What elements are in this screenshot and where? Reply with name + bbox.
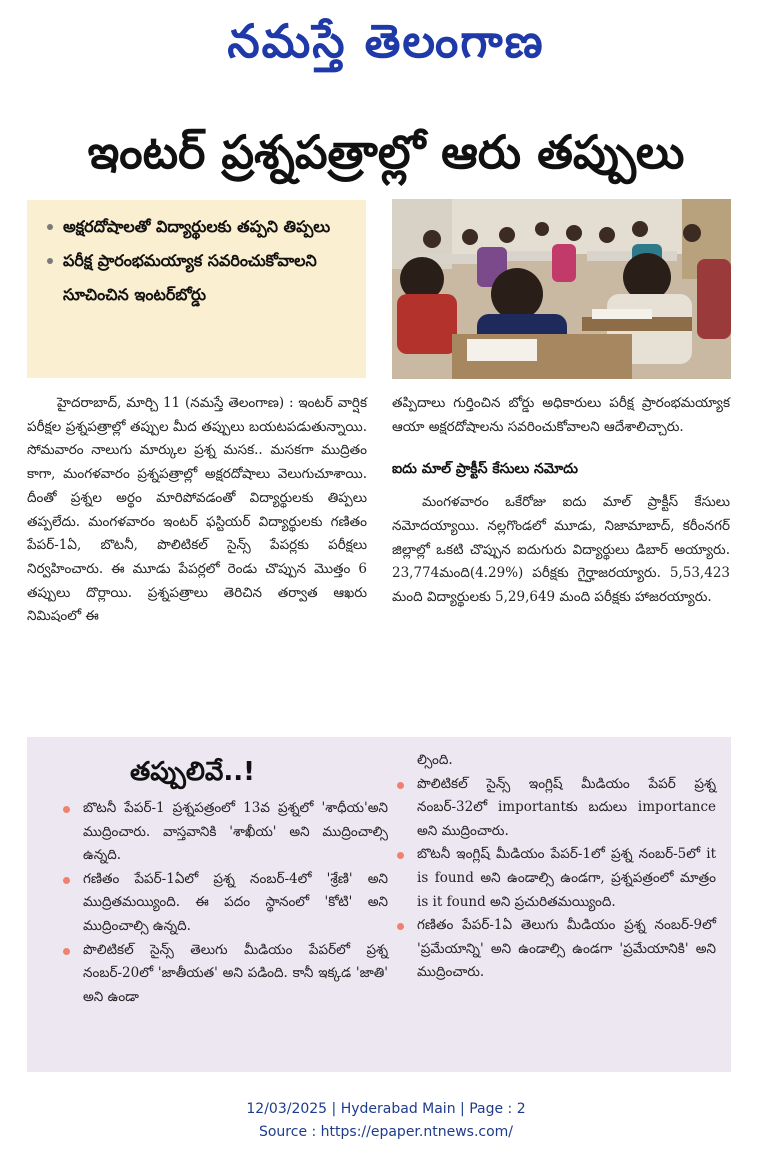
error-item: బొటనీ పేపర్-1 ప్రశ్నపత్రంలో 13వ ప్రశ్నలో 'శాధీయ'అని ముద్రించారు. వాస్తవానికి 'శాఖీయ' అని ముద్రించాల్సి ఉన్నది.	[57, 797, 388, 868]
article-paragraph: తప్పిదాలు గుర్తించిన బోర్డు అధికారులు పరీక్ష ప్రారంభమయ్యాక ఆయా అక్షరదోషాలను సవరించుకోవాలని ఆదేశాలిచ్చారు.	[392, 395, 730, 435]
errors-list-right	[391, 749, 716, 985]
errors-box	[27, 737, 731, 1072]
errors-box-title: తప్పులివే..!	[130, 757, 256, 787]
error-item: పొలిటికల్ సైన్స్ తెలుగు మీడియం పేపర్‌లో ప్రశ్న నంబర్-20లో 'జాతీయత' అని పడింది. కానీ ఇక్కడ 'జాతి' అని ఉండా	[57, 939, 388, 1010]
edition-info: 12/03/2025 | Hyderabad Main | Page : 2	[246, 1101, 526, 1117]
error-item: గణితం పేపర్-1ఏలో ప్రశ్న నంబర్-4లో 'శ్రేణి' అని ముద్రితమయ్యింది. ఈ పదం స్థానంలో 'కోటి' అని ముద్రించాల్సి ఉన్నది.	[57, 868, 388, 939]
error-item: పొలిటికల్ సైన్స్ ఇంగ్లిష్ మీడియం పేపర్ ప్రశ్న నంబర్-32లో important‌కు బదులు importance అని ముద్రించారు.	[391, 773, 716, 844]
highlight-item: పరీక్ష ప్రారంభమయ్యాక సవరించుకోవాలని సూచించిన ఇంటర్‌బోర్డు	[43, 244, 354, 312]
errors-list-left	[57, 797, 388, 1009]
article-column-left	[27, 392, 367, 629]
exam-hall-photo	[392, 199, 731, 379]
error-item: గణితం పేపర్-1ఏ తెలుగు మీడియం ప్రశ్న నంబర్-9లో 'ప్రమేయాన్ని' అని ఉండాల్సి ఉండగా 'ప్రమేయానికి' అని ముద్రించారు.	[391, 914, 716, 985]
masthead-logo: నమస్తే తెలంగాణ	[227, 14, 545, 68]
headline: ఇంటర్ ప్రశ్నపత్రాల్లో ఆరు తప్పులు	[87, 125, 685, 179]
error-item-continuation: ల్సింది.	[417, 752, 453, 768]
article-subheading: ఐదు మాల్ ప్రాక్టీస్ కేసులు నమోదు	[392, 461, 578, 478]
article-column-right	[392, 392, 730, 610]
highlights-box	[27, 200, 366, 378]
highlight-item: అక్షరదోషాలతో విద్యార్థులకు తప్పని తిప్పలు	[43, 210, 354, 244]
error-item: బొటనీ ఇంగ్లిష్ మీడియం పేపర్-1లో ప్రశ్న నంబర్-5లో it is found అని ఉండాల్సి ఉండగా, ప్రశ్నపత్రంలో మాత్రం is it found అని ప్రచురితమయ్యింది.	[391, 843, 716, 914]
article-paragraph: మంగళవారం ఒకేరోజు ఐదు మాల్ ప్రాక్టీస్ కేసులు నమోదయ్యాయి. నల్లగొండలో మూడు, నిజామాబాద్, కరీంనగర్ జిల్లాల్లో ఒకటి చొప్పున ఐదుగురు విద్యార్థులు డిబార్ అయ్యారు. 23,774మంది(4.29%) పరీక్షకు గైర్హాజరయ్యారు. 5,53,423 మంది విద్యార్థులకు 5,29,649 మంది పరీక్షకు హాజరయ్యారు.	[392, 494, 730, 605]
source-link[interactable]: Source : https://epaper.ntnews.com/	[258, 1124, 514, 1140]
article-paragraph: హైదరాబాద్, మార్చి 11 (నమస్తే తెలంగాణ) : ఇంటర్ వార్షిక పరీక్షల ప్రశ్నపత్రాల్లో తప్పుల మీద తప్పులు బయటపడుతున్నాయి. సోమవారం నాలుగు మార్కుల ప్రశ్న మసక.. మసకగా ముద్రితం కాగా, మంగళవారం ప్రశ్నపత్రాల్లో అక్షరదోషాలు వెలుగుచూశాయి. దీంతో ప్రశ్నల అర్థం మారిపోవడంతో విద్యార్థులకు తిప్పలు తప్పలేదు. మంగళవారం ఇంటర్ ఫస్టియర్ విద్యార్థులకు గణితం పేపర్-1ఏ, బొటనీ, పొలిటికల్ సైన్స్ పేపర్లకు పరీక్షలు నిర్వహించారు. ఈ మూడు పేపర్లలో రెండు చొప్పున మొత్తం 6 తప్పులు దొర్లాయి. ప్రశ్నపత్రాలు తెరిచిన తర్వాత ఆఖరు నిమిషంలో ఈ	[27, 395, 367, 625]
